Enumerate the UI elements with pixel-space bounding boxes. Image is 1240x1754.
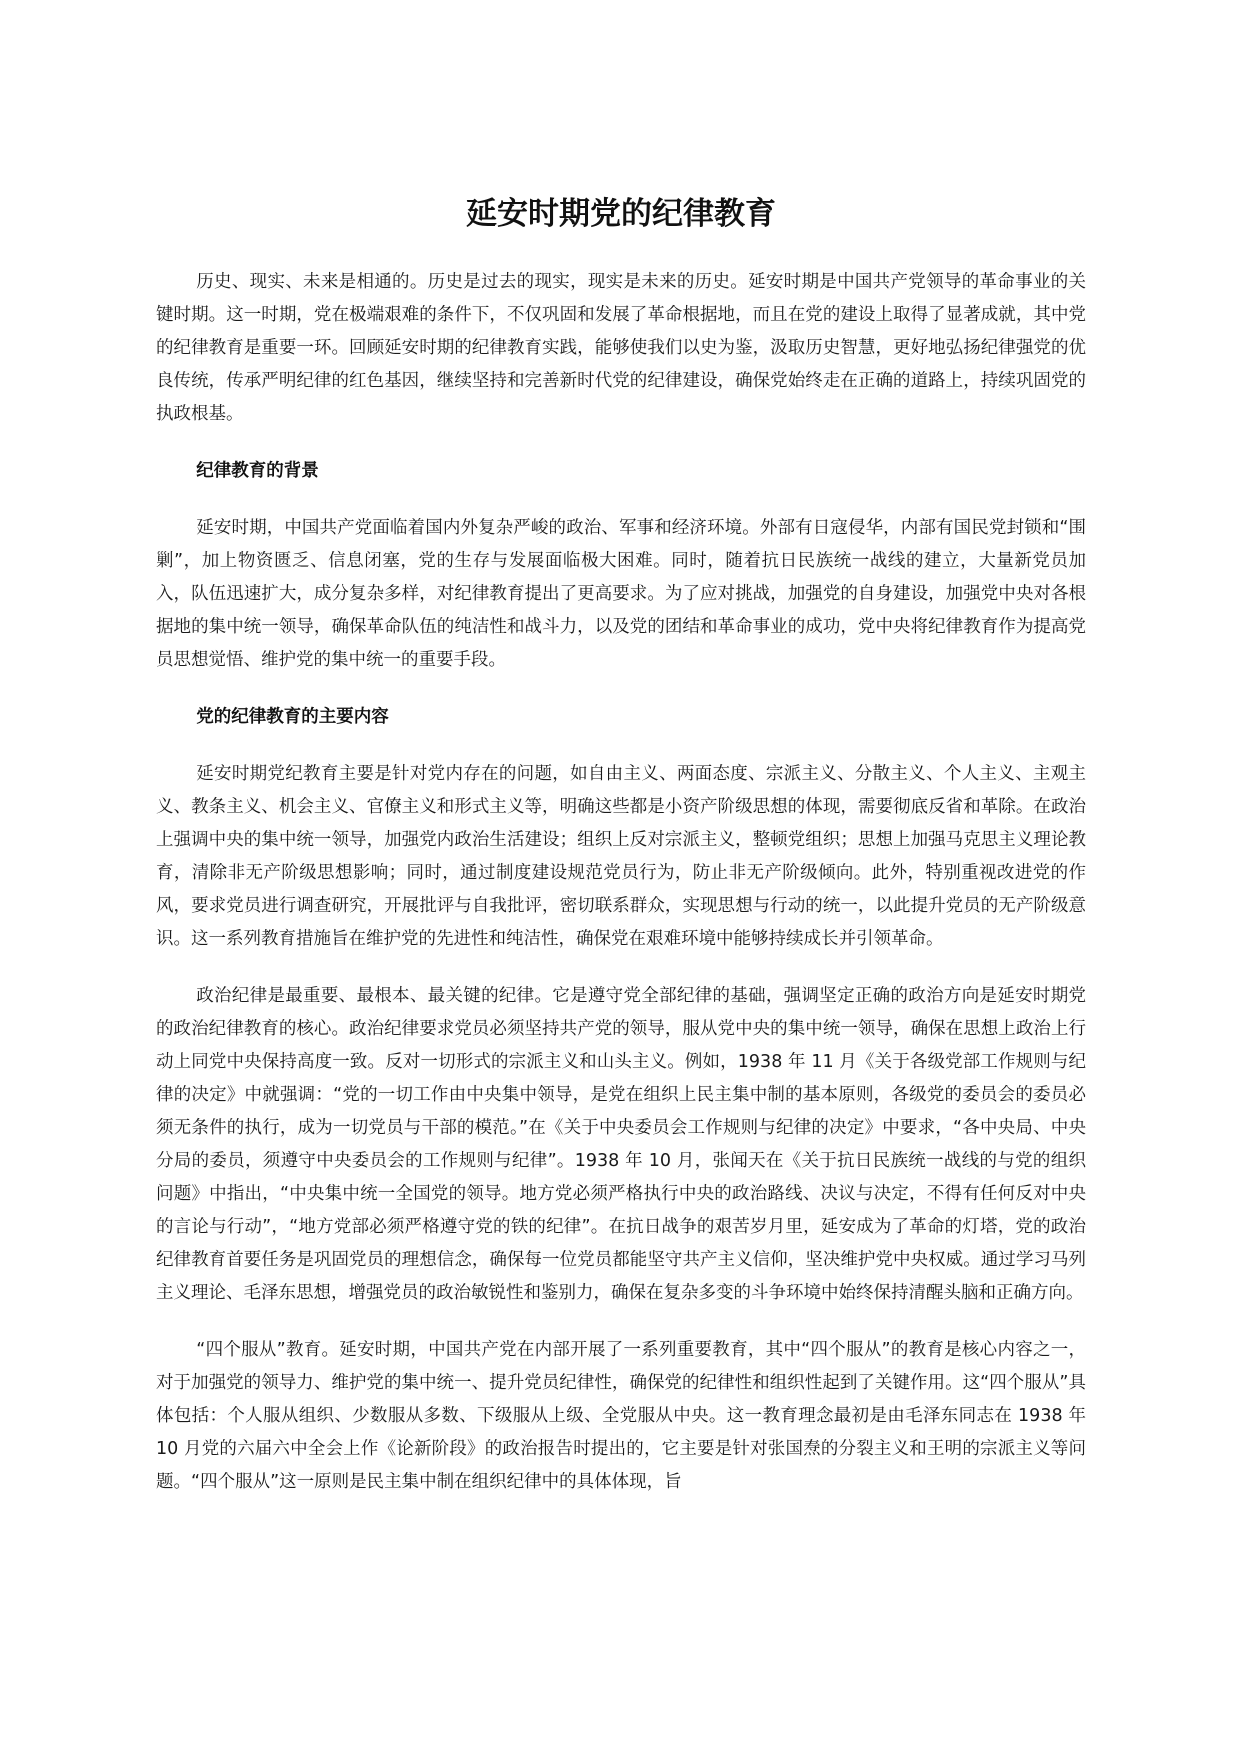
political-discipline-paragraph: 政治纪律是最重要、最根本、最关键的纪律。它是遵守党全部纪律的基础，强调坚定正确的政治方向是延安时期党的政治纪律教育的核心。政治纪律要求党员必须坚持共产党的领导，服从党中央的集中统一领导，确保在思想上政治上行动上同党中央保持高度一致。反对一切形式的宗派主义和山头主义。例如，1938 年 11 月《关于各级党部工作规则与纪律的决定》中就强调：“党的一切工作由中央集中领导，是党在组织上民主集中制的基本原则，各级党的委员会的委员必须无条件的执行，成为一切党员与干部的模范。”在《关于中央委员会工作规则与纪律的决定》中要求，“各中央局、中央分局的委员，须遵守中央委员会的工作规则与纪律”。1938 年 10 月，张闻天在《关于抗日民族统一战线的与党的组织问题》中指出，“中央集中统一全国党的领导。地方党必须严格执行中央的政治路线、决议与决定，不得有任何反对中央的言论与行动”，“地方党部必须严格遵守党的铁的纪律”。在抗日战争的艰苦岁月里，延安成为了革命的灯塔，党的政治纪律教育首要任务是巩固党员的理想信念，确保每一位党员都能坚守共产主义信仰，坚决维护党中央权威。通过学习马列主义理论、毛泽东思想，增强党员的政治敏锐性和鉴别力，确保在复杂多变的斗争环境中始终保持清醒头脑和正确方向。 <box>156 986 1086 1303</box>
main-content-paragraph: 延安时期党纪教育主要是针对党内存在的问题，如自由主义、两面态度、宗派主义、分散主义、个人主义、主观主义、教条主义、机会主义、官僚主义和形式主义等，明确这些都是小资产阶级思想的体现，需要彻底反省和革除。在政治上强调中央的集中统一领导，加强党内政治生活建设；组织上反对宗派主义，整顿党组织；思想上加强马克思主义理论教育，清除非无产阶级思想影响；同时，通过制度建设规范党员行为，防止非无产阶级倾向。此外，特别重视改进党的作风，要求党员进行调查研究，开展批评与自我批评，密切联系群众，实现思想与行动的统一，以此提升党员的无产阶级意识。这一系列教育措施旨在维护党的先进性和纯洁性，确保党在艰难环境中能够持续成长并引领革命。 <box>156 764 1086 949</box>
four-obediences-paragraph: “四个服从”教育。延安时期，中国共产党在内部开展了一系列重要教育，其中“四个服从”的教育是核心内容之一，对于加强党的领导力、维护党的集中统一、提升党员纪律性，确保党的纪律性和组织性起到了关键作用。这“四个服从”具体包括：个人服从组织、少数服从多数、下级服从上级、全党服从中央。这一教育理念最初是由毛泽东同志在 1938 年 10 月党的六届六中全会上作《论新阶段》的政治报告时提出的，它主要是针对张国焘的分裂主义和王明的宗派主义等问题。“四个服从”这一原则是民主集中制在组织纪律中的具体体现，旨 <box>156 1340 1086 1492</box>
section-heading-main-content: 党的纪律教育的主要内容 <box>196 707 389 727</box>
document-title: 延安时期党的纪律教育 <box>466 196 776 232</box>
section-heading-background: 纪律教育的背景 <box>196 461 319 481</box>
intro-paragraph: 历史、现实、未来是相通的。历史是过去的现实，现实是未来的历史。延安时期是中国共产党领导的革命事业的关键时期。这一时期，党在极端艰难的条件下，不仅巩固和发展了革命根据地，而且在党的建设上取得了显著成就，其中党的纪律教育是重要一环。回顾延安时期的纪律教育实践，能够使我们以史为鉴，汲取历史智慧，更好地弘扬纪律强党的优良传统，传承严明纪律的红色基因，继续坚持和完善新时代党的纪律建设，确保党始终走在正确的道路上，持续巩固党的执政根基。 <box>156 272 1086 424</box>
background-paragraph: 延安时期，中国共产党面临着国内外复杂严峻的政治、军事和经济环境。外部有日寇侵华，内部有国民党封锁和“围剿”，加上物资匮乏、信息闭塞，党的生存与发展面临极大困难。同时，随着抗日民族统一战线的建立，大量新党员加入，队伍迅速扩大，成分复杂多样，对纪律教育提出了更高要求。为了应对挑战，加强党的自身建设，加强党中央对各根据地的集中统一领导，确保革命队伍的纯洁性和战斗力，以及党的团结和革命事业的成功，党中央将纪律教育作为提高党员思想觉悟、维护党的集中统一的重要手段。 <box>156 518 1086 670</box>
document-body <box>156 266 1086 1523</box>
